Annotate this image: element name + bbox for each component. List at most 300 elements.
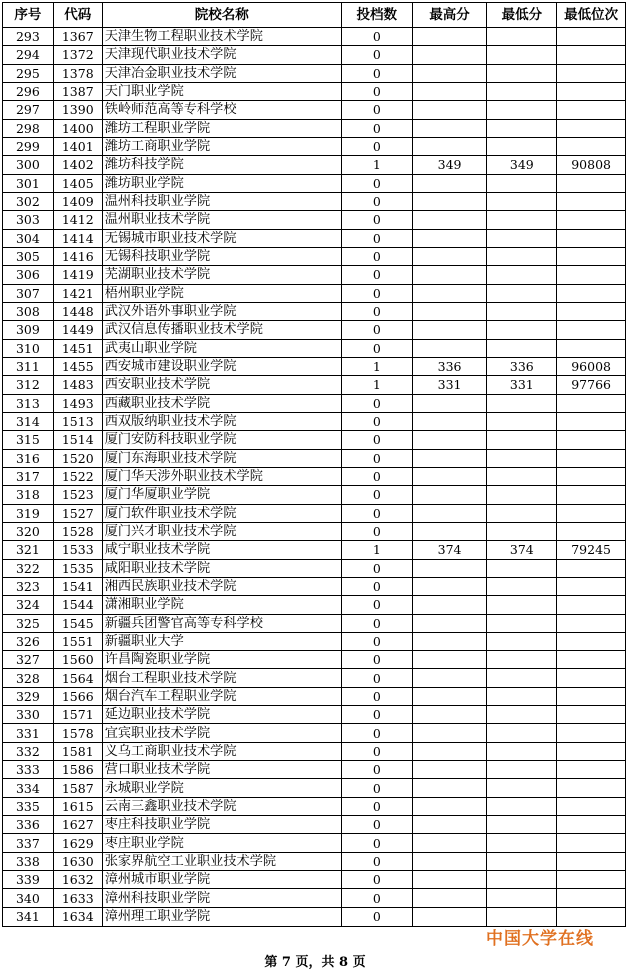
cell-max-score xyxy=(413,138,488,155)
cell-min-rank xyxy=(557,853,625,870)
cell-code: 1412 xyxy=(54,211,103,228)
table-row xyxy=(3,321,625,339)
cell-min-score xyxy=(487,578,557,595)
cell-min-score: 331 xyxy=(487,376,557,393)
cell-min-rank xyxy=(557,633,625,650)
cell-seq: 312 xyxy=(3,376,54,393)
cell-school-name: 武汉外语外事职业学院 xyxy=(103,303,342,320)
cell-admit-count: 0 xyxy=(342,706,413,723)
cell-max-score xyxy=(413,303,488,320)
cell-seq: 304 xyxy=(3,230,54,247)
cell-min-score xyxy=(487,211,557,228)
cell-admit-count: 0 xyxy=(342,46,413,63)
cell-max-score xyxy=(413,688,488,705)
cell-code: 1402 xyxy=(54,156,103,173)
cell-max-score xyxy=(413,193,488,210)
cell-code: 1564 xyxy=(54,669,103,686)
cell-admit-count: 0 xyxy=(342,560,413,577)
cell-max-score xyxy=(413,798,488,815)
cell-school-name: 咸阳职业技术学院 xyxy=(103,560,342,577)
cell-min-score xyxy=(487,450,557,467)
table-row xyxy=(3,761,625,779)
cell-admit-count: 0 xyxy=(342,266,413,283)
cell-min-rank xyxy=(557,578,625,595)
cell-code: 1493 xyxy=(54,395,103,412)
cell-school-name: 温州职业技术学院 xyxy=(103,211,342,228)
cell-admit-count: 0 xyxy=(342,816,413,833)
cell-admit-count: 0 xyxy=(342,669,413,686)
cell-code: 1401 xyxy=(54,138,103,155)
cell-min-score xyxy=(487,743,557,760)
cell-min-score xyxy=(487,779,557,796)
cell-min-rank xyxy=(557,651,625,668)
cell-seq: 339 xyxy=(3,871,54,888)
cell-min-score xyxy=(487,596,557,613)
cell-school-name: 烟台汽车工程职业学院 xyxy=(103,688,342,705)
cell-seq: 317 xyxy=(3,468,54,485)
cell-min-score: 374 xyxy=(487,541,557,558)
cell-seq: 299 xyxy=(3,138,54,155)
cell-admit-count: 0 xyxy=(342,651,413,668)
cell-admit-count: 0 xyxy=(342,193,413,210)
cell-school-name: 西安职业技术学院 xyxy=(103,376,342,393)
cell-school-name: 营口职业技术学院 xyxy=(103,761,342,778)
table-row xyxy=(3,816,625,834)
cell-min-score xyxy=(487,669,557,686)
cell-school-name: 张家界航空工业职业技术学院 xyxy=(103,853,342,870)
cell-seq: 341 xyxy=(3,908,54,926)
cell-max-score xyxy=(413,83,488,100)
cell-min-rank xyxy=(557,248,625,265)
cell-min-score xyxy=(487,761,557,778)
table-row xyxy=(3,266,625,284)
cell-school-name: 芜湖职业技术学院 xyxy=(103,266,342,283)
table-row xyxy=(3,871,625,889)
cell-max-score xyxy=(413,28,488,45)
cell-admit-count: 0 xyxy=(342,908,413,926)
cell-seq: 340 xyxy=(3,889,54,906)
cell-admit-count: 0 xyxy=(342,596,413,613)
cell-max-score xyxy=(413,633,488,650)
cell-max-score xyxy=(413,523,488,540)
cell-min-rank xyxy=(557,193,625,210)
cell-max-score xyxy=(413,486,488,503)
cell-min-score xyxy=(487,303,557,320)
header-min-rank: 最低位次 xyxy=(564,6,619,23)
cell-min-rank xyxy=(557,303,625,320)
cell-seq: 315 xyxy=(3,431,54,448)
table-row xyxy=(3,669,625,687)
cell-code: 1629 xyxy=(54,834,103,851)
cell-max-score xyxy=(413,743,488,760)
cell-min-rank xyxy=(557,211,625,228)
cell-min-score xyxy=(487,651,557,668)
cell-min-score xyxy=(487,431,557,448)
cell-admit-count: 0 xyxy=(342,761,413,778)
cell-school-name: 厦门华厦职业学院 xyxy=(103,486,342,503)
cell-code: 1455 xyxy=(54,358,103,375)
cell-min-score xyxy=(487,505,557,522)
cell-min-rank xyxy=(557,669,625,686)
cell-admit-count: 0 xyxy=(342,120,413,137)
cell-admit-count: 0 xyxy=(342,101,413,118)
cell-code: 1566 xyxy=(54,688,103,705)
cell-code: 1527 xyxy=(54,505,103,522)
cell-max-score xyxy=(413,871,488,888)
cell-min-score xyxy=(487,523,557,540)
cell-min-rank xyxy=(557,798,625,815)
table-row xyxy=(3,395,625,413)
cell-min-rank xyxy=(557,120,625,137)
cell-max-score xyxy=(413,560,488,577)
cell-admit-count: 0 xyxy=(342,486,413,503)
cell-code: 1634 xyxy=(54,908,103,926)
cell-seq: 294 xyxy=(3,46,54,63)
cell-seq: 310 xyxy=(3,340,54,357)
cell-min-score xyxy=(487,321,557,338)
cell-code: 1390 xyxy=(54,101,103,118)
cell-code: 1586 xyxy=(54,761,103,778)
cell-max-score xyxy=(413,230,488,247)
cell-seq: 331 xyxy=(3,724,54,741)
cell-seq: 322 xyxy=(3,560,54,577)
cell-admit-count: 1 xyxy=(342,156,413,173)
cell-max-score xyxy=(413,724,488,741)
cell-seq: 333 xyxy=(3,761,54,778)
table-row xyxy=(3,358,625,376)
cell-school-name: 漳州科技职业学院 xyxy=(103,889,342,906)
table-row xyxy=(3,138,625,156)
cell-max-score xyxy=(413,816,488,833)
cell-seq: 309 xyxy=(3,321,54,338)
cell-min-score: 349 xyxy=(487,156,557,173)
cell-min-rank xyxy=(557,834,625,851)
cell-min-rank xyxy=(557,779,625,796)
cell-min-rank xyxy=(557,505,625,522)
cell-school-name: 潍坊工商职业学院 xyxy=(103,138,342,155)
cell-code: 1533 xyxy=(54,541,103,558)
cell-code: 1372 xyxy=(54,46,103,63)
cell-max-score xyxy=(413,321,488,338)
table-row xyxy=(3,120,625,138)
cell-code: 1416 xyxy=(54,248,103,265)
cell-admit-count: 0 xyxy=(342,633,413,650)
cell-min-score xyxy=(487,468,557,485)
cell-code: 1414 xyxy=(54,230,103,247)
cell-school-name: 无锡城市职业技术学院 xyxy=(103,230,342,247)
cell-code: 1630 xyxy=(54,853,103,870)
cell-min-rank xyxy=(557,468,625,485)
table-row xyxy=(3,175,625,193)
cell-seq: 323 xyxy=(3,578,54,595)
table-row xyxy=(3,46,625,64)
header-code: 代码 xyxy=(54,3,103,27)
cell-school-name: 枣庄职业学院 xyxy=(103,834,342,851)
cell-min-rank xyxy=(557,688,625,705)
cell-school-name: 天津冶金职业技术学院 xyxy=(103,65,342,82)
cell-admit-count: 0 xyxy=(342,834,413,851)
cell-code: 1405 xyxy=(54,175,103,192)
table-row xyxy=(3,413,625,431)
cell-min-rank xyxy=(557,431,625,448)
cell-min-score xyxy=(487,633,557,650)
cell-school-name: 厦门东海职业技术学院 xyxy=(103,450,342,467)
cell-seq: 338 xyxy=(3,853,54,870)
page-footer: 第 7 页，共 8 页 xyxy=(264,955,366,970)
cell-max-score xyxy=(413,101,488,118)
cell-admit-count: 0 xyxy=(342,798,413,815)
cell-seq: 295 xyxy=(3,65,54,82)
cell-max-score xyxy=(413,505,488,522)
cell-max-score xyxy=(413,779,488,796)
cell-min-rank xyxy=(557,889,625,906)
cell-code: 1545 xyxy=(54,615,103,632)
cell-seq: 293 xyxy=(3,28,54,45)
cell-min-rank xyxy=(557,65,625,82)
cell-code: 1409 xyxy=(54,193,103,210)
cell-school-name: 西双版纳职业技术学院 xyxy=(103,413,342,430)
cell-min-score xyxy=(487,413,557,430)
cell-school-name: 天津现代职业技术学院 xyxy=(103,46,342,63)
cell-admit-count: 0 xyxy=(342,285,413,302)
cell-seq: 327 xyxy=(3,651,54,668)
cell-min-score xyxy=(487,486,557,503)
cell-max-score xyxy=(413,669,488,686)
cell-school-name: 梧州职业学院 xyxy=(103,285,342,302)
cell-admit-count: 0 xyxy=(342,248,413,265)
cell-max-score xyxy=(413,706,488,723)
cell-admit-count: 0 xyxy=(342,175,413,192)
cell-min-score xyxy=(487,853,557,870)
cell-min-score xyxy=(487,46,557,63)
cell-school-name: 湘西民族职业技术学院 xyxy=(103,578,342,595)
cell-min-score xyxy=(487,230,557,247)
cell-admit-count: 1 xyxy=(342,541,413,558)
header-seq: 序号 xyxy=(3,3,54,27)
table-row xyxy=(3,541,625,559)
cell-min-rank xyxy=(557,523,625,540)
cell-min-rank: 97766 xyxy=(571,377,611,393)
cell-school-name: 新疆职业大学 xyxy=(103,633,342,650)
table-row xyxy=(3,65,625,83)
cell-admit-count: 0 xyxy=(342,303,413,320)
table-row xyxy=(3,340,625,358)
cell-seq: 320 xyxy=(3,523,54,540)
cell-code: 1544 xyxy=(54,596,103,613)
cell-seq: 302 xyxy=(3,193,54,210)
cell-admit-count: 0 xyxy=(342,138,413,155)
cell-min-score xyxy=(487,285,557,302)
cell-school-name: 武夷山职业学院 xyxy=(103,340,342,357)
cell-code: 1451 xyxy=(54,340,103,357)
cell-admit-count: 0 xyxy=(342,871,413,888)
cell-seq: 328 xyxy=(3,669,54,686)
cell-seq: 316 xyxy=(3,450,54,467)
cell-admit-count: 0 xyxy=(342,505,413,522)
cell-min-score xyxy=(487,138,557,155)
table-row xyxy=(3,853,625,871)
cell-min-score xyxy=(487,688,557,705)
cell-min-score xyxy=(487,395,557,412)
cell-school-name: 厦门兴才职业技术学院 xyxy=(103,523,342,540)
cell-min-score xyxy=(487,560,557,577)
table-row xyxy=(3,798,625,816)
cell-min-rank xyxy=(557,83,625,100)
cell-seq: 303 xyxy=(3,211,54,228)
cell-max-score: 336 xyxy=(413,358,488,375)
cell-code: 1513 xyxy=(54,413,103,430)
cell-min-rank xyxy=(557,285,625,302)
table-body xyxy=(3,28,625,926)
cell-seq: 311 xyxy=(3,358,54,375)
cell-min-rank xyxy=(557,560,625,577)
cell-seq: 332 xyxy=(3,743,54,760)
cell-school-name: 延边职业技术学院 xyxy=(103,706,342,723)
cell-min-score xyxy=(487,120,557,137)
table-row xyxy=(3,523,625,541)
table-row xyxy=(3,156,625,174)
cell-school-name: 武汉信息传播职业技术学院 xyxy=(103,321,342,338)
cell-min-rank xyxy=(557,46,625,63)
cell-max-score xyxy=(413,853,488,870)
cell-admit-count: 0 xyxy=(342,28,413,45)
cell-code: 1535 xyxy=(54,560,103,577)
cell-seq: 329 xyxy=(3,688,54,705)
cell-seq: 306 xyxy=(3,266,54,283)
cell-min-score xyxy=(487,798,557,815)
cell-max-score xyxy=(413,578,488,595)
cell-max-score: 331 xyxy=(413,376,488,393)
cell-admit-count: 0 xyxy=(342,211,413,228)
cell-admit-count: 0 xyxy=(342,779,413,796)
cell-school-name: 天津生物工程职业技术学院 xyxy=(103,28,342,45)
cell-school-name: 潍坊科技学院 xyxy=(103,156,342,173)
cell-min-rank xyxy=(557,395,625,412)
admission-table xyxy=(2,2,626,927)
cell-max-score xyxy=(413,761,488,778)
cell-min-score: 336 xyxy=(487,358,557,375)
cell-min-score xyxy=(487,266,557,283)
cell-min-rank xyxy=(557,450,625,467)
cell-school-name: 咸宁职业技术学院 xyxy=(103,541,342,558)
cell-admit-count: 0 xyxy=(342,468,413,485)
cell-school-name: 新疆兵团警官高等专科学校 xyxy=(103,615,342,632)
cell-school-name: 潍坊工程职业学院 xyxy=(103,120,342,137)
cell-max-score xyxy=(413,248,488,265)
cell-code: 1560 xyxy=(54,651,103,668)
table-row xyxy=(3,248,625,266)
cell-admit-count: 0 xyxy=(342,395,413,412)
table-row xyxy=(3,230,625,248)
cell-min-score xyxy=(487,65,557,82)
cell-min-score xyxy=(487,248,557,265)
cell-code: 1581 xyxy=(54,743,103,760)
cell-code: 1551 xyxy=(54,633,103,650)
cell-school-name: 厦门安防科技职业学院 xyxy=(103,431,342,448)
cell-seq: 325 xyxy=(3,615,54,632)
cell-min-rank: 90808 xyxy=(571,157,611,173)
cell-code: 1615 xyxy=(54,798,103,815)
cell-school-name: 温州科技职业学院 xyxy=(103,193,342,210)
table-row xyxy=(3,83,625,101)
cell-school-name: 潇湘职业学院 xyxy=(103,596,342,613)
table-row xyxy=(3,505,625,523)
cell-school-name: 西藏职业技术学院 xyxy=(103,395,342,412)
cell-max-score xyxy=(413,65,488,82)
cell-admit-count: 0 xyxy=(342,615,413,632)
cell-seq: 314 xyxy=(3,413,54,430)
cell-min-score xyxy=(487,871,557,888)
cell-min-score xyxy=(487,706,557,723)
cell-school-name: 云南三鑫职业技术学院 xyxy=(103,798,342,815)
cell-school-name: 枣庄科技职业学院 xyxy=(103,816,342,833)
cell-code: 1528 xyxy=(54,523,103,540)
cell-max-score xyxy=(413,120,488,137)
header-max-score: 最高分 xyxy=(413,3,488,27)
table-row xyxy=(3,450,625,468)
header-name: 院校名称 xyxy=(103,3,342,27)
cell-min-score xyxy=(487,193,557,210)
cell-seq: 324 xyxy=(3,596,54,613)
table-row xyxy=(3,688,625,706)
cell-school-name: 许昌陶瓷职业学院 xyxy=(103,651,342,668)
cell-min-rank xyxy=(557,816,625,833)
cell-admit-count: 0 xyxy=(342,431,413,448)
cell-min-score xyxy=(487,83,557,100)
cell-seq: 326 xyxy=(3,633,54,650)
cell-max-score xyxy=(413,395,488,412)
cell-code: 1419 xyxy=(54,266,103,283)
cell-code: 1632 xyxy=(54,871,103,888)
cell-school-name: 无锡科技职业学院 xyxy=(103,248,342,265)
cell-seq: 334 xyxy=(3,779,54,796)
cell-school-name: 漳州理工职业学院 xyxy=(103,908,342,926)
cell-admit-count: 0 xyxy=(342,321,413,338)
cell-admit-count: 0 xyxy=(342,340,413,357)
table-row xyxy=(3,779,625,797)
cell-code: 1367 xyxy=(54,28,103,45)
cell-admit-count: 0 xyxy=(342,688,413,705)
cell-min-score xyxy=(487,101,557,118)
cell-admit-count: 0 xyxy=(342,743,413,760)
cell-min-rank xyxy=(557,743,625,760)
cell-code: 1522 xyxy=(54,468,103,485)
cell-admit-count: 0 xyxy=(342,230,413,247)
cell-min-rank: 79245 xyxy=(571,542,611,558)
cell-min-rank xyxy=(557,340,625,357)
cell-admit-count: 0 xyxy=(342,578,413,595)
cell-seq: 337 xyxy=(3,834,54,851)
cell-code: 1378 xyxy=(54,65,103,82)
table-row xyxy=(3,285,625,303)
header-count: 投档数 xyxy=(342,3,413,27)
cell-seq: 336 xyxy=(3,816,54,833)
cell-seq: 330 xyxy=(3,706,54,723)
cell-min-rank xyxy=(557,706,625,723)
cell-min-rank xyxy=(557,724,625,741)
cell-code: 1448 xyxy=(54,303,103,320)
cell-min-rank xyxy=(557,230,625,247)
cell-code: 1520 xyxy=(54,450,103,467)
cell-max-score: 374 xyxy=(413,541,488,558)
cell-admit-count: 0 xyxy=(342,724,413,741)
cell-seq: 301 xyxy=(3,175,54,192)
cell-max-score xyxy=(413,834,488,851)
cell-seq: 335 xyxy=(3,798,54,815)
cell-code: 1523 xyxy=(54,486,103,503)
cell-min-score xyxy=(487,175,557,192)
cell-admit-count: 0 xyxy=(342,83,413,100)
